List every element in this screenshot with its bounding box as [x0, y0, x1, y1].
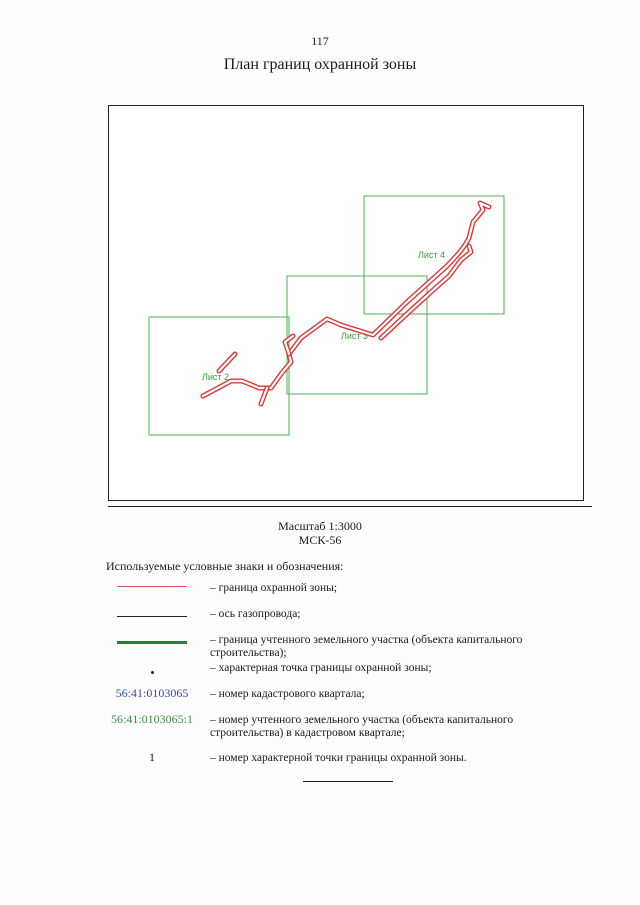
zone-corridor-main-inner [203, 203, 489, 396]
zone-corridor-spur-west-inner [219, 354, 235, 371]
legend-desc: – номер кадастрового квартала; [210, 688, 365, 700]
frame-underline [108, 506, 592, 507]
legend-title: Используемые условные знаки и обозначения: [106, 559, 344, 573]
legend-desc: – граница охранной зоны; [210, 582, 338, 594]
map-drawing [109, 106, 585, 502]
scale-block [0, 519, 640, 547]
zone-corridor-main [203, 203, 489, 396]
sheet-2-label: Лист 2 [202, 372, 230, 382]
legend-symbol-plot-number: 56:41:0103065:1 [110, 711, 193, 726]
legend-symbol-red-line [106, 578, 198, 594]
legend-desc: – номер характерной точки границы охранной зоны. [210, 752, 467, 764]
legend-symbol-black-line [106, 608, 198, 624]
legend-symbol-dot [106, 664, 198, 680]
bottom-divider [303, 781, 393, 782]
sheet-3-label: Лист 3 [341, 331, 369, 341]
legend-symbol-green-line [106, 634, 198, 650]
scale-text: Масштаб 1:3000 [278, 519, 362, 533]
map-frame [108, 105, 584, 501]
crs-text: МСК-56 [298, 533, 342, 547]
sheet-4-label: Лист 4 [418, 250, 446, 260]
page-title: План границ охранной зоны [223, 56, 417, 73]
legend-desc: – номер учтенного земельного участка (объекта капитального строительства) в кадастровом квартале; [210, 714, 514, 739]
legend-desc: – граница учтенного земельного участка (объекта капитального строительства); [210, 634, 523, 659]
legend-symbol-point-number: 1 [149, 749, 155, 764]
legend-desc: – ось газопровода; [210, 608, 301, 620]
protection-zone-outline [203, 203, 489, 404]
legend-symbol-quarter-number: 56:41:0103065 [115, 685, 189, 700]
page-number: 117 [311, 34, 329, 48]
legend-desc: – характерная точка границы охранной зоны; [210, 662, 432, 674]
